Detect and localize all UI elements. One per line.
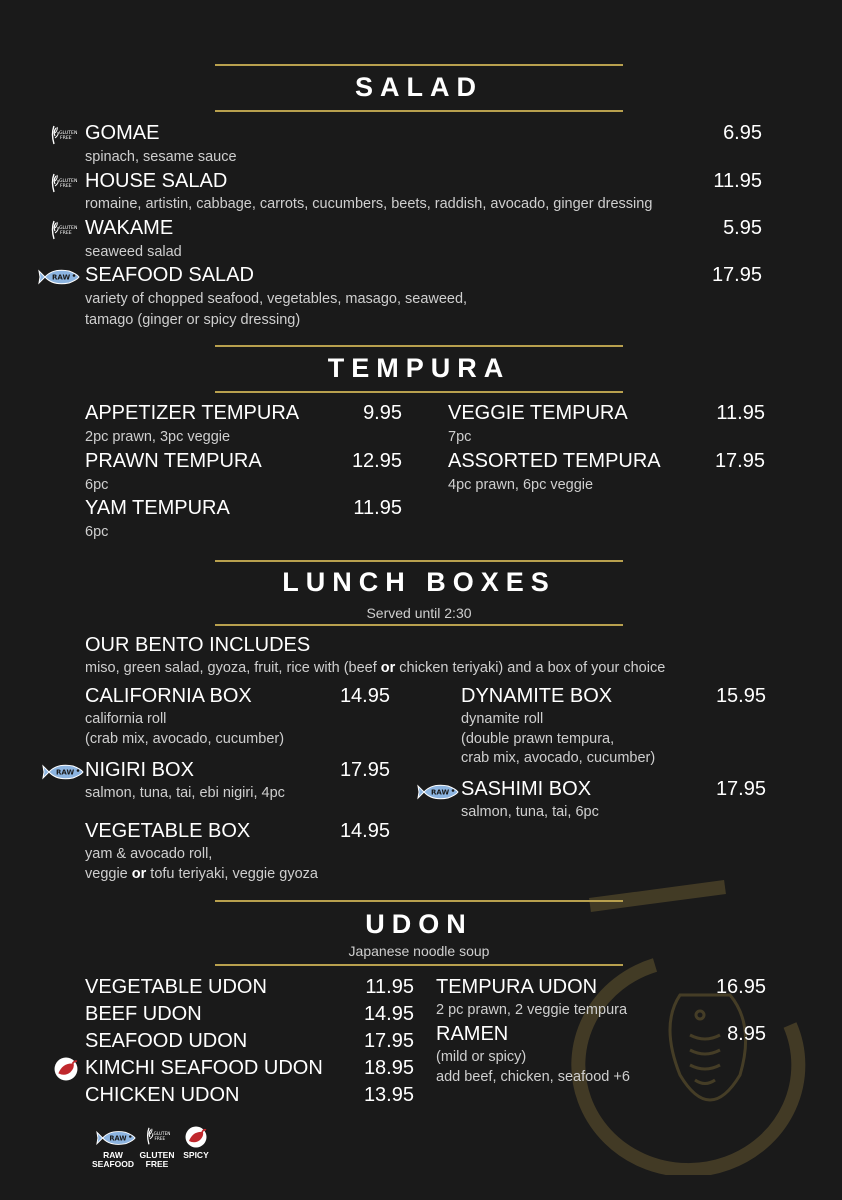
legend-gluten-free-icon: [145, 1126, 175, 1148]
menu-item-price: 11.95: [716, 402, 765, 424]
menu-item-desc: crab mix, avocado, cucumber): [461, 750, 656, 766]
legend-spicy-label: SPICY: [183, 1150, 209, 1160]
raw-fish-icon: [38, 267, 80, 287]
salad-section-title: SALAD: [355, 72, 483, 102]
menu-item-price: 16.95: [715, 976, 766, 998]
menu-item-name: TEMPURA UDON: [436, 976, 598, 998]
udon-bottom-rule: [215, 964, 623, 966]
menu-item-desc: 2 pc prawn, 2 veggie tempura: [436, 1002, 628, 1018]
tempura-section-title: TEMPURA: [327, 353, 511, 383]
menu-item-name: VEGGIE TEMPURA: [448, 402, 628, 424]
menu-item-price: 14.95: [339, 820, 390, 842]
menu-item-name: YAM TEMPURA: [85, 497, 230, 519]
spicy-icon: [54, 1057, 78, 1081]
menu-item-price: 11.95: [713, 170, 762, 192]
menu-item-name: SASHIMI BOX: [461, 778, 592, 800]
menu-item-desc: salmon, tuna, tai, 6pc: [461, 804, 599, 820]
menu-item-name: NIGIRI BOX: [85, 759, 194, 781]
menu-item-name: WAKAME: [85, 217, 174, 239]
bento-desc: miso, green salad, gyoza, fruit, rice with (beef or chicken teriyaki) and a box of your choice: [85, 660, 666, 676]
lunch-section-subtitle: Served until 2:30: [366, 605, 472, 621]
menu-item-name: HOUSE SALAD: [85, 170, 228, 192]
menu-item-price: 17.95: [715, 778, 766, 800]
menu-item-desc: (crab mix, avocado, cucumber): [85, 731, 285, 747]
gluten-free-icon: [50, 172, 82, 196]
lunch-top-rule: [215, 560, 623, 562]
menu-item-price: 17.95: [363, 1030, 414, 1052]
legend-gluten-free-label: GLUTEN FREE: [139, 1150, 175, 1169]
menu-item-name: CHICKEN UDON: [85, 1084, 240, 1106]
raw-fish-icon: [417, 782, 459, 802]
menu-item-price: 11.95: [353, 497, 402, 519]
legend-raw-label: RAW SEAFOOD: [91, 1150, 135, 1169]
menu-item-desc: dynamite roll: [461, 711, 544, 727]
bento-title: OUR BENTO INCLUDES: [85, 634, 311, 656]
raw-fish-icon: [42, 762, 84, 782]
tempura-bottom-rule: [215, 391, 623, 393]
lunch-section-title: LUNCH BOXES: [282, 567, 556, 597]
menu-item-price: 5.95: [723, 217, 762, 239]
menu-item-name: RAMEN: [436, 1023, 509, 1045]
menu-item-name: BEEF UDON: [85, 1003, 202, 1025]
menu-item-price: 17.95: [339, 759, 390, 781]
menu-item-desc: 4pc prawn, 6pc veggie: [448, 477, 594, 493]
menu-item-desc: veggie or tofu teriyaki, veggie gyoza: [85, 866, 318, 882]
menu-item-desc: 7pc: [448, 429, 472, 445]
menu-item-desc: add beef, chicken, seafood +6: [436, 1069, 630, 1085]
menu-item-name: PRAWN TEMPURA: [85, 450, 262, 472]
udon-section-title: UDON: [365, 909, 473, 939]
menu-item-desc: 6pc: [85, 524, 109, 540]
menu-item-price: 14.95: [339, 685, 390, 707]
menu-item-price: 18.95: [363, 1057, 414, 1079]
menu-item-price: 6.95: [723, 122, 762, 144]
menu-item-name: DYNAMITE BOX: [461, 685, 613, 707]
menu-item-desc: yam & avocado roll,: [85, 846, 213, 862]
menu-item-desc: tamago (ginger or spicy dressing): [85, 312, 301, 328]
menu-item-desc: spinach, sesame sauce: [85, 149, 237, 165]
menu-item-desc: romaine, artistin, cabbage, carrots, cucumbers, beets, raddish, avocado, ginger dressing: [85, 196, 653, 212]
menu-item-desc: variety of chopped seafood, vegetables, masago, seaweed,: [85, 291, 468, 307]
menu-item-name: APPETIZER TEMPURA: [85, 402, 300, 424]
menu-item-price: 17.95: [711, 264, 762, 286]
menu-item-desc: (mild or spicy): [436, 1049, 527, 1065]
tempura-top-rule: [215, 345, 623, 347]
menu-item-price: 12.95: [351, 450, 402, 472]
menu-item-name: VEGETABLE BOX: [85, 820, 251, 842]
menu-item-price: 14.95: [363, 1003, 414, 1025]
menu-item-price: 9.95: [363, 402, 402, 424]
menu-item-desc: salmon, tuna, tai, ebi nigiri, 4pc: [85, 785, 285, 801]
salad-bottom-rule: [215, 110, 623, 112]
menu-item-price: 8.95: [727, 1023, 766, 1045]
menu-item-desc: california roll: [85, 711, 167, 727]
menu-item-price: 13.95: [363, 1084, 414, 1106]
legend-raw-fish-icon: [96, 1128, 136, 1148]
menu-item-name: SEAFOOD UDON: [85, 1030, 248, 1052]
menu-item-price: 15.95: [715, 685, 766, 707]
menu-item-name: GOMAE: [85, 122, 160, 144]
gluten-free-icon: [50, 124, 82, 148]
gluten-free-icon: [50, 219, 82, 243]
menu-item-desc: (double prawn tempura,: [461, 731, 615, 747]
menu-item-desc: 6pc: [85, 477, 109, 493]
menu-item-price: 17.95: [714, 450, 765, 472]
menu-item-desc: 2pc prawn, 3pc veggie: [85, 429, 231, 445]
legend-spicy-icon: [185, 1126, 207, 1148]
menu-item-name: SEAFOOD SALAD: [85, 264, 254, 286]
menu-item-name: CALIFORNIA BOX: [85, 685, 252, 707]
salad-top-rule: [215, 64, 623, 66]
udon-top-rule: [215, 900, 623, 902]
menu-item-name: ASSORTED TEMPURA: [448, 450, 661, 472]
menu-item-desc: seaweed salad: [85, 244, 182, 260]
menu-item-name: VEGETABLE UDON: [85, 976, 267, 998]
udon-section-subtitle: Japanese noodle soup: [348, 943, 490, 959]
menu-item-price: 11.95: [365, 976, 414, 998]
menu-item-name: KIMCHI SEAFOOD UDON: [85, 1057, 323, 1079]
lunch-bottom-rule: [215, 624, 623, 626]
